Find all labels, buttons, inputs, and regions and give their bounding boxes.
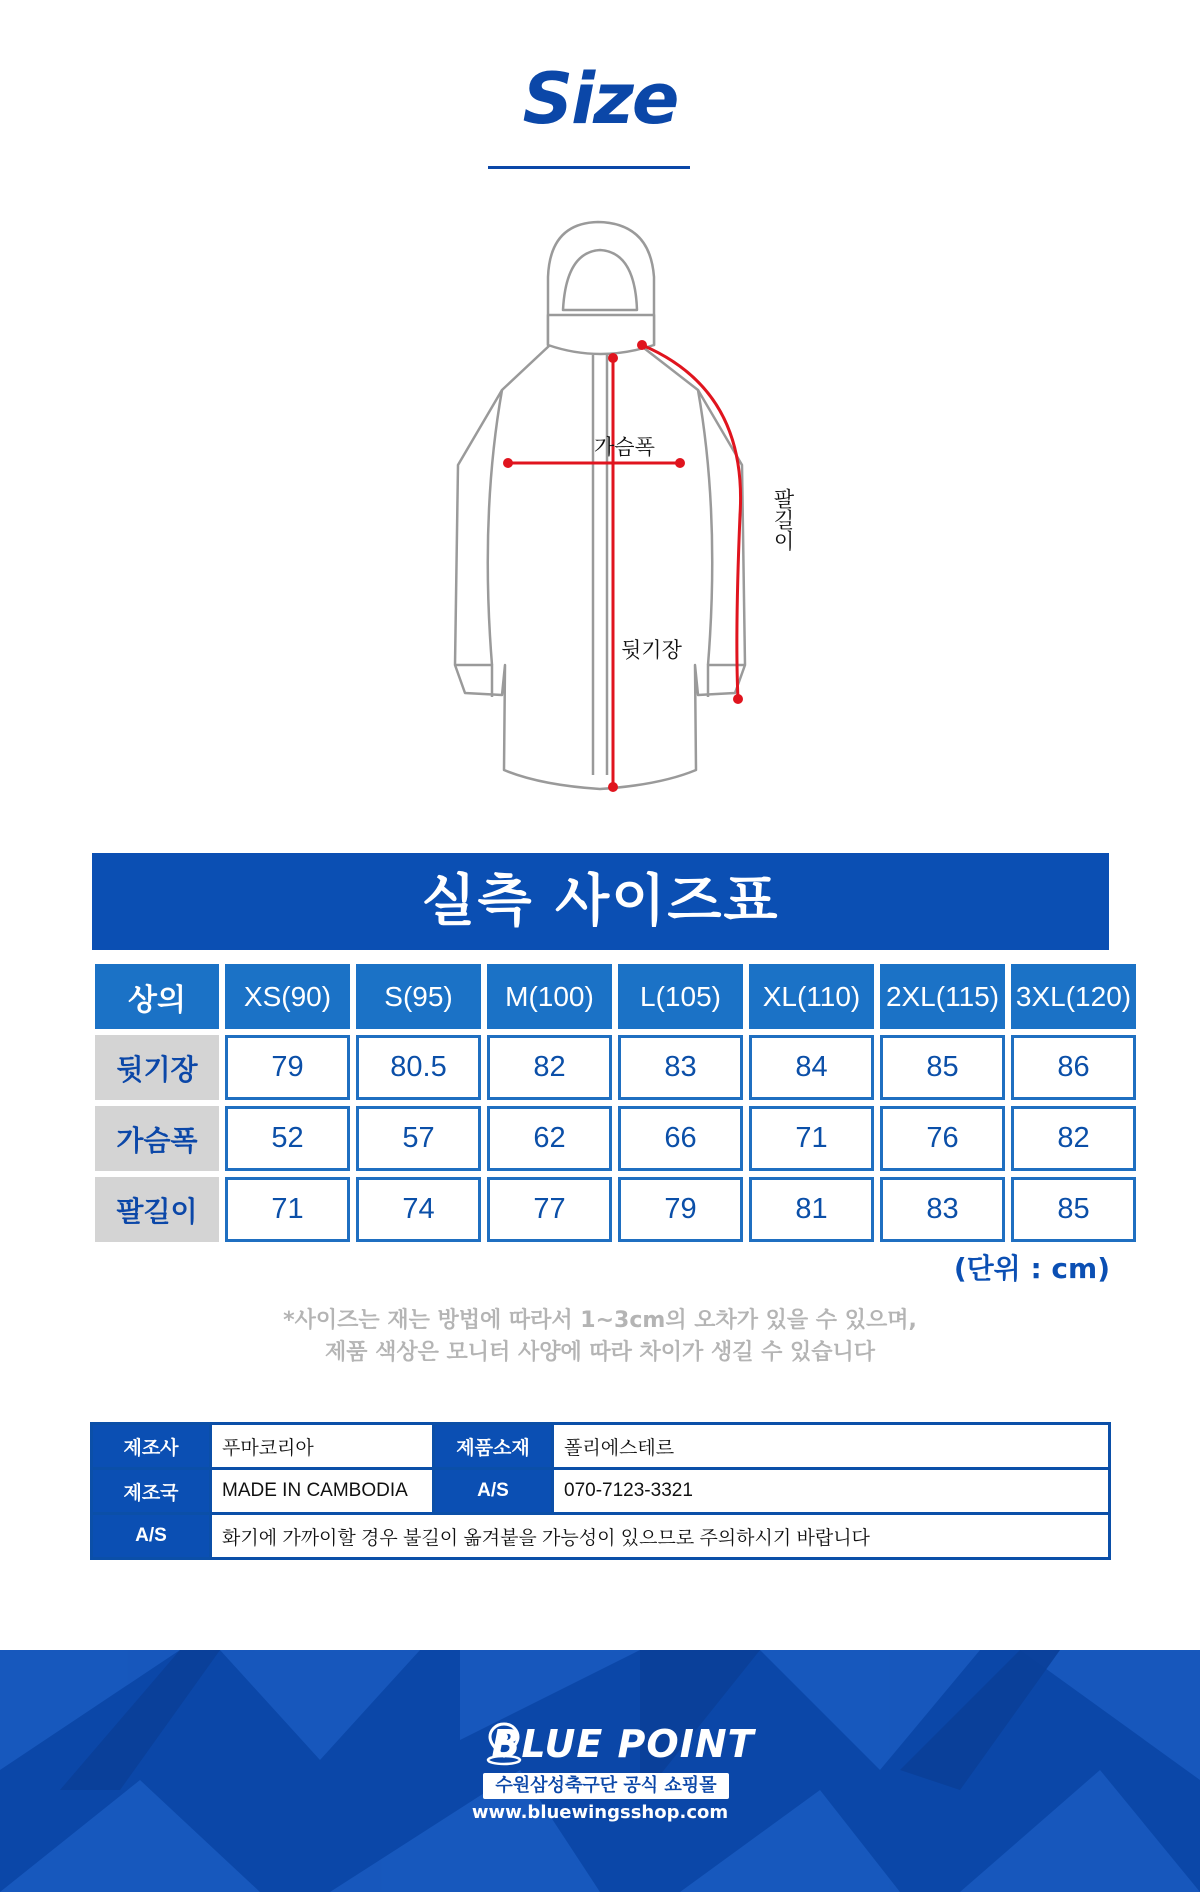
footer-banner <box>0 1650 1200 1892</box>
measurement-point <box>503 458 513 468</box>
row-label-back-length: 뒷기장 <box>95 1035 219 1100</box>
page-title: Size <box>522 58 678 140</box>
table-cell: 83 <box>618 1035 743 1100</box>
table-cell: 79 <box>225 1035 350 1100</box>
footer-pattern <box>0 1650 1200 1892</box>
measurement-point <box>637 340 647 350</box>
brand-logo-text: BLUE POINT <box>491 1722 755 1766</box>
table-cell: 84 <box>749 1035 874 1100</box>
site-url: www.bluewingsshop.com <box>471 1802 729 1823</box>
measurement-point <box>733 694 743 704</box>
row-label-sleeve-length: 팔길이 <box>95 1177 219 1242</box>
measurement-point <box>675 458 685 468</box>
manufacturer-label: 제조사 <box>92 1424 211 1469</box>
table-row <box>95 1177 1136 1242</box>
table-cell: 52 <box>225 1106 350 1171</box>
table-cell: 79 <box>618 1177 743 1242</box>
jacket-diagram <box>430 215 770 805</box>
table-cell: 82 <box>1011 1106 1136 1171</box>
table-row <box>95 1106 1136 1171</box>
caution-text: 화기에 가까이할 경우 불길이 옮겨붙을 가능성이 있으므로 주의하시기 바랍니다 <box>211 1514 1110 1559</box>
back-length-label: 뒷기장 <box>621 638 682 662</box>
measurement-point <box>608 353 618 363</box>
material-label: 제품소재 <box>434 1424 553 1469</box>
material-value: 폴리에스테르 <box>553 1424 1110 1469</box>
brand-subtitle: 수원삼성축구단 공식 쇼핑몰 <box>483 1773 729 1799</box>
jacket-collar <box>548 315 654 354</box>
table-cell: 74 <box>356 1177 481 1242</box>
country-label: 제조국 <box>92 1469 211 1514</box>
size-header-xl: XL(110) <box>749 964 874 1029</box>
table-row <box>92 1514 1110 1559</box>
manufacturer-value: 푸마코리아 <box>211 1424 434 1469</box>
row-label-chest-width: 가슴폭 <box>95 1106 219 1171</box>
size-header-xs: XS(90) <box>225 964 350 1029</box>
table-cell: 80.5 <box>356 1035 481 1100</box>
size-chart-table <box>89 958 1142 1248</box>
size-header-3xl: 3XL(120) <box>1011 964 1136 1029</box>
table-cell: 71 <box>225 1177 350 1242</box>
table-cell: 86 <box>1011 1035 1136 1100</box>
unit-label: (단위 : cm) <box>953 1252 1110 1285</box>
table-row <box>92 1469 1110 1514</box>
country-value: MADE IN CAMBODIA <box>211 1469 434 1514</box>
table-corner-label: 상의 <box>95 964 219 1029</box>
table-cell: 71 <box>749 1106 874 1171</box>
color-note: 제품 색상은 모니터 사양에 따라 차이가 생길 수 있습니다 <box>324 1340 876 1365</box>
as-caution-label: A/S <box>92 1514 211 1559</box>
table-cell: 85 <box>1011 1177 1136 1242</box>
table-row <box>95 1035 1136 1100</box>
table-cell: 76 <box>880 1106 1005 1171</box>
size-header-2xl: 2XL(115) <box>880 964 1005 1029</box>
size-header-l: L(105) <box>618 964 743 1029</box>
size-header-m: M(100) <box>487 964 612 1029</box>
size-chart-title: 실측 사이즈표 <box>92 853 1109 950</box>
table-cell: 81 <box>749 1177 874 1242</box>
table-cell: 57 <box>356 1106 481 1171</box>
table-cell: 77 <box>487 1177 612 1242</box>
table-row <box>92 1424 1110 1469</box>
measurement-note: *사이즈는 재는 방법에 따라서 1~3cm의 오차가 있을 수 있으며, <box>283 1308 917 1333</box>
product-info-table <box>90 1422 1111 1560</box>
table-cell: 66 <box>618 1106 743 1171</box>
size-header-s: S(95) <box>356 964 481 1029</box>
title-underline <box>488 166 690 169</box>
measurement-point <box>608 782 618 792</box>
table-cell: 62 <box>487 1106 612 1171</box>
chest-width-label: 가슴폭 <box>594 435 655 459</box>
table-cell: 82 <box>487 1035 612 1100</box>
table-cell: 83 <box>880 1177 1005 1242</box>
size-header-row <box>95 964 1136 1029</box>
sleeve-length-label: 팔길이 <box>771 488 795 551</box>
as-phone-label: A/S <box>434 1469 553 1514</box>
as-phone-value: 070-7123-3321 <box>553 1469 1110 1514</box>
table-cell: 85 <box>880 1035 1005 1100</box>
